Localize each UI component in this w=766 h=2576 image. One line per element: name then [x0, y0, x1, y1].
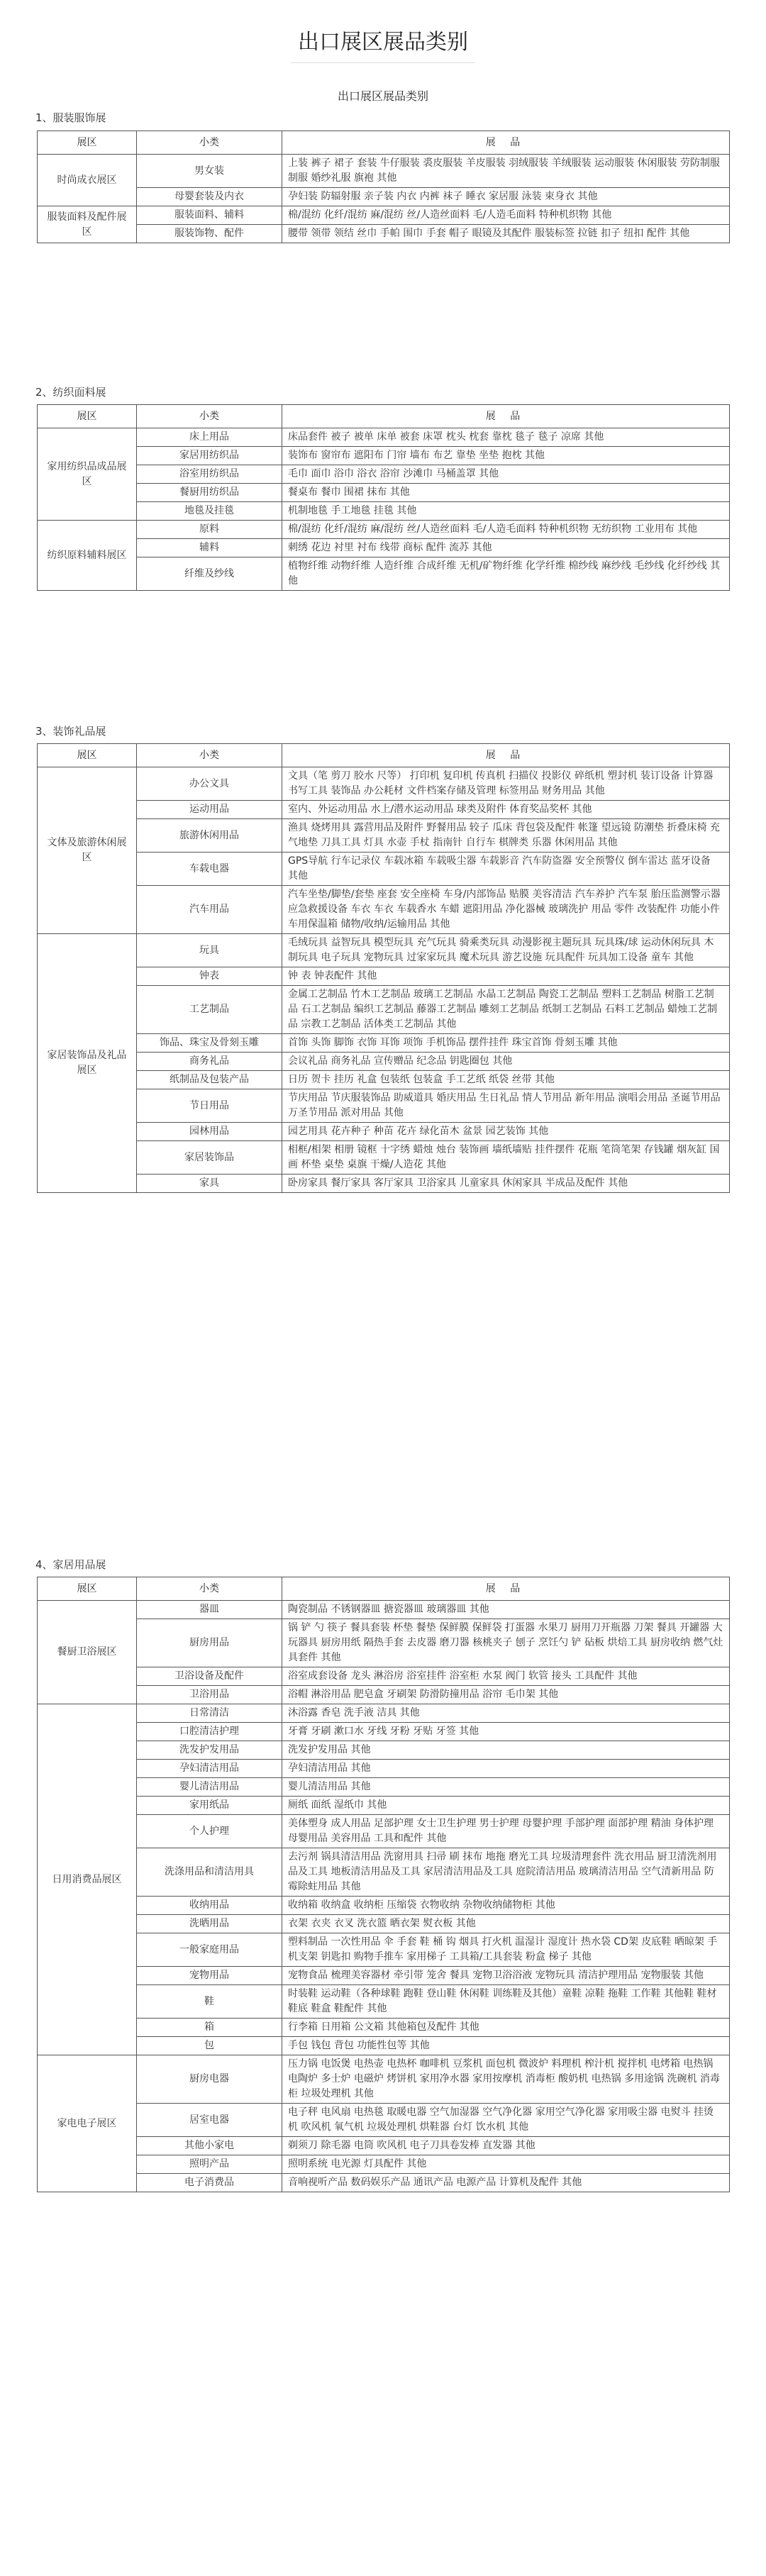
table-row	[38, 465, 730, 484]
category-cell: 包	[137, 2037, 282, 2055]
products-cell: 日历 贺卡 挂历 礼盒 包装纸 包装盒 手工艺纸 纸袋 丝带 其他	[282, 1071, 730, 1089]
category-cell: 钟表	[137, 967, 282, 986]
category-cell: 洗晒用品	[137, 1915, 282, 1933]
products-cell: 机制地毯 手工地毯 挂毯 其他	[282, 502, 730, 521]
table-row	[38, 206, 730, 225]
category-cell: 卫浴设备及配件	[137, 1667, 282, 1686]
table-row	[38, 2137, 730, 2155]
table-row	[38, 1778, 730, 1797]
section-heading: 4、家居用品展	[35, 1558, 106, 1571]
products-cell: 行李箱 日用箱 公文箱 其他箱包及配件 其他	[282, 2019, 730, 2037]
category-cell: 卫浴用品	[137, 1686, 282, 1704]
category-cell: 电子消费品	[137, 2174, 282, 2192]
products-cell: 收纳箱 收纳盒 收纳柜 压缩袋 衣物收纳 杂物收纳储物柜 其他	[282, 1897, 730, 1915]
category-cell: 箱	[137, 2019, 282, 2037]
category-cell: 旅游休闲用品	[137, 819, 282, 853]
category-cell: 家用纸品	[137, 1797, 282, 1815]
zone-cell: 纺织原料辅料展区	[38, 521, 137, 591]
products-header: 展 品	[282, 1577, 730, 1601]
table-row	[38, 853, 730, 886]
category-cell: 纤维及纱线	[137, 557, 282, 591]
section-heading: 1、服装服饰展	[35, 111, 106, 124]
products-cell: 室内、外运动用品 水上/潜水运动用品 球类及附件 体育奖品奖杯 其他	[282, 801, 730, 819]
table-row	[38, 1175, 730, 1193]
table-row	[38, 1815, 730, 1848]
products-cell: 照明系统 电光源 灯具配件 其他	[282, 2155, 730, 2174]
products-cell: 园艺用具 花卉种子 种苗 花卉 绿化苗木 盆景 园艺装饰 其他	[282, 1123, 730, 1141]
category-cell: 厨房用品	[137, 1619, 282, 1667]
products-cell: 床品套件 被子 被单 床单 被套 床罩 枕头 枕套 靠枕 毯子 毯子 凉席 其他	[282, 428, 730, 447]
products-cell: 衣架 衣夹 衣叉 洗衣篮 晒衣架 熨衣板 其他	[282, 1915, 730, 1933]
products-cell: 宠物食品 梳理美容器材 牵引带 笼舍 餐具 宠物卫浴浴液 宠物玩具 清洁护理用品 宠物服装 其他	[282, 1967, 730, 1985]
products-cell: 手包 钱包 背包 功能性包等 其他	[282, 2037, 730, 2055]
table-row	[38, 1601, 730, 1619]
category-table	[37, 404, 730, 591]
category-cell: 运动用品	[137, 801, 282, 819]
products-cell: 浴室成套设备 龙头 淋浴房 浴室挂件 浴室柜 水泵 阀门 软管 接头 工具配件 其他	[282, 1667, 730, 1686]
category-header: 小类	[137, 131, 282, 155]
table-row	[38, 1667, 730, 1686]
zone-header: 展区	[38, 744, 137, 767]
category-header: 小类	[137, 405, 282, 428]
table-row	[38, 1089, 730, 1123]
products-cell: 上装 裤子 裙子 套装 牛仔服装 裘皮服装 羊皮服装 羽绒服装 羊绒服装 运动服装 休闲服装 劳防制服 制服 婚纱礼服 旗袍 其他	[282, 155, 730, 188]
category-cell: 饰品、珠宝及骨刻玉雕	[137, 1034, 282, 1053]
page-subtitle: 出口展区展品类别	[337, 89, 428, 103]
table-row	[38, 1123, 730, 1141]
zone-cell: 家用纺织品成品展区	[38, 428, 137, 521]
products-cell: 音响视听产品 数码娱乐产品 通讯产品 电源产品 计算机及配件 其他	[282, 2174, 730, 2192]
table-row	[38, 1897, 730, 1915]
category-cell: 洗涤用品和清洁用具	[137, 1848, 282, 1897]
section-heading: 3、装饰礼品展	[35, 725, 106, 738]
category-cell: 婴儿清洁用品	[137, 1778, 282, 1797]
table-row	[38, 934, 730, 967]
table-row	[38, 1619, 730, 1667]
category-cell: 居室电器	[137, 2104, 282, 2137]
table-row	[38, 1034, 730, 1053]
category-cell: 浴室用纺织品	[137, 465, 282, 484]
category-cell: 洗发护发用品	[137, 1741, 282, 1760]
table-row	[38, 1915, 730, 1933]
products-cell: 婴儿清洁用品 其他	[282, 1778, 730, 1797]
table-row	[38, 557, 730, 591]
table-row	[38, 225, 730, 243]
table-row	[38, 819, 730, 853]
zone-header: 展区	[38, 131, 137, 155]
products-cell: 压力锅 电饭煲 电热壶 电热杯 咖啡机 豆浆机 面包机 微波炉 料理机 榨汁机 搅拌机 电烤箱 电热锅 电陶炉 多士炉 电磁炉 烤饼机 家用净水器 家用按摩机 消毒柜 酸奶机 电热锅 多用途锅 洗碗机 消毒柜 垃圾处理机 其他	[282, 2055, 730, 2104]
products-cell: 钟 表 钟表配件 其他	[282, 967, 730, 986]
table-header-row	[38, 405, 730, 428]
table-row	[38, 2104, 730, 2137]
table-header-row	[38, 744, 730, 767]
products-cell: 孕妇装 防辐射服 亲子装 内衣 内裤 袜子 睡衣 家居服 泳装 束身衣 其他	[282, 188, 730, 206]
zone-header: 展区	[38, 405, 137, 428]
products-cell: 洗发护发用品 其他	[282, 1741, 730, 1760]
products-cell: 餐桌布 餐巾 围裙 抹布 其他	[282, 484, 730, 502]
table-row	[38, 539, 730, 557]
table-row	[38, 1985, 730, 2019]
table-row	[38, 1071, 730, 1089]
table-row	[38, 1741, 730, 1760]
table-row	[38, 801, 730, 819]
table-row	[38, 155, 730, 188]
category-header: 小类	[137, 1577, 282, 1601]
zone-cell: 餐厨卫浴展区	[38, 1601, 137, 1704]
zone-cell: 文体及旅游休闲展区	[38, 767, 137, 934]
category-cell: 玩具	[137, 934, 282, 967]
category-cell: 其他小家电	[137, 2137, 282, 2155]
table-row	[38, 1686, 730, 1704]
table-row	[38, 1967, 730, 1985]
products-cell: 美体塑身 成人用品 足部护理 女士卫生护理 男士护理 母婴护理 手部护理 面部护理 精油 身体护理 母婴用品 美容用品 工具和配件 其他	[282, 1815, 730, 1848]
category-cell: 辅料	[137, 539, 282, 557]
products-cell: 毛绒玩具 益智玩具 模型玩具 充气玩具 骑乘类玩具 动漫影视主题玩具 玩具珠/球 运动休闲玩具 木制玩具 电子玩具 宠物玩具 过家家玩具 魔术玩具 游艺设施 玩具配件 玩具加工设备 童车 其他	[282, 934, 730, 967]
products-header: 展 品	[282, 405, 730, 428]
products-cell: 刺绣 花边 衬里 衬布 线带 商标 配件 流苏 其他	[282, 539, 730, 557]
table-row	[38, 986, 730, 1034]
table-row	[38, 521, 730, 539]
table-row	[38, 1723, 730, 1741]
products-cell: 渔具 烧烤用具 露营用品及附件 野餐用品 较子 瓜床 背包袋及配件 帐篷 望远镜 防潮垫 折叠床椅 充气地垫 刀具工具 灯具 水壶 手杖 指南针 自行车 棋牌类 乐器 休闲用品 其他	[282, 819, 730, 853]
category-cell: 床上用品	[137, 428, 282, 447]
table-row	[38, 447, 730, 465]
zone-cell: 服装面料及配件展区	[38, 206, 137, 243]
category-cell: 鞋	[137, 1985, 282, 2019]
category-cell: 原料	[137, 521, 282, 539]
table-header-row	[38, 131, 730, 155]
category-cell: 日常清洁	[137, 1704, 282, 1723]
category-cell: 孕妇清洁用品	[137, 1760, 282, 1778]
category-cell: 纸制品及包装产品	[137, 1071, 282, 1089]
products-cell: 装饰布 窗帘布 遮阳布 门帘 墙布 布艺 靠垫 坐垫 抱枕 其他	[282, 447, 730, 465]
products-cell: 孕妇清洁用品 其他	[282, 1760, 730, 1778]
products-cell: 文具（笔 剪刀 胶水 尺等） 打印机 复印机 传真机 扫描仪 投影仪 碎纸机 塑封机 装订设备 计算器 书写工具 装饰品 办公耗材 文件档案存储及管理 标签用品 财务用品 其他	[282, 767, 730, 801]
table-row	[38, 2037, 730, 2055]
category-cell: 男女装	[137, 155, 282, 188]
category-cell: 一般家庭用品	[137, 1933, 282, 1967]
category-cell: 服装饰物、配件	[137, 225, 282, 243]
category-cell: 车载电器	[137, 853, 282, 886]
products-cell: 植物纤维 动物纤维 人造纤维 合成纤维 无机/矿物纤维 化学纤维 棉纱线 麻纱线 毛纱线 化纤纱线 其他	[282, 557, 730, 591]
category-header: 小类	[137, 744, 282, 767]
table-row	[38, 967, 730, 986]
table-row	[38, 2019, 730, 2037]
zone-cell: 家电电子展区	[38, 2055, 137, 2192]
category-cell: 家居装饰品	[137, 1141, 282, 1175]
table-row	[38, 2155, 730, 2174]
page-title: 出口展区展品类别	[298, 30, 468, 55]
products-cell: 浴帽 淋浴用品 肥皂盒 牙刷架 防滑防撞用品 浴帘 毛巾架 其他	[282, 1686, 730, 1704]
products-cell: 卧房家具 餐厅家具 客厅家具 卫浴家具 儿童家具 休闲家具 半成品及配件 其他	[282, 1175, 730, 1193]
table-row	[38, 1848, 730, 1897]
products-cell: 金属工艺制品 竹木工艺制品 玻璃工艺制品 水晶工艺制品 陶瓷工艺制品 塑料工艺制品 树脂工艺制品 石工艺制品 编织工艺制品 藤器工艺制品 雕刻工艺制品 纸制工艺制品 石料工艺制品 蜡烛工艺制品 宗教工艺制品 活体类工艺制品 其他	[282, 986, 730, 1034]
category-table	[37, 743, 730, 1193]
category-cell: 地毯及挂毯	[137, 502, 282, 521]
products-cell: 陶瓷制品 不锈钢器皿 搪瓷器皿 玻璃器皿 其他	[282, 1601, 730, 1619]
category-cell: 节日用品	[137, 1089, 282, 1123]
products-cell: 节庆用品 节庆服装饰品 助威道具 婚庆用品 生日礼品 情人节用品 新年用品 演唱会用品 圣诞节用品 万圣节用品 派对用品 其他	[282, 1089, 730, 1123]
products-cell: 锅 铲 勺 筷子 餐具套装 杯垫 餐垫 保鲜膜 保鲜袋 打蛋器 水果刀 厨用刀开瓶器 刀架 餐具 开罐器 大玩器具 厨房用纸 隔热手套 去皮器 磨刀器 核桃夹子 刨子 烹饪勺 铲 砧板 烘焙工具 厨房收纳 燃气灶具套件 其他	[282, 1619, 730, 1667]
products-cell: 牙膏 牙刷 漱口水 牙线 牙粉 牙贴 牙签 其他	[282, 1723, 730, 1741]
category-cell: 园林用品	[137, 1123, 282, 1141]
zone-cell: 时尚成衣展区	[38, 155, 137, 206]
category-cell: 办公文具	[137, 767, 282, 801]
table-row	[38, 188, 730, 206]
products-cell: 时装鞋 运动鞋（各种球鞋 跑鞋 登山鞋 休闲鞋 训练鞋及其他）童鞋 凉鞋 拖鞋 工作鞋 其他鞋 鞋材 鞋底 鞋盒 鞋配件 其他	[282, 1985, 730, 2019]
table-header-row	[38, 1577, 730, 1601]
table-row	[38, 1141, 730, 1175]
category-cell: 厨房电器	[137, 2055, 282, 2104]
table-row	[38, 1704, 730, 1723]
products-cell: 沐浴露 香皂 洗手液 洁具 其他	[282, 1704, 730, 1723]
zone-header: 展区	[38, 1577, 137, 1601]
products-cell: 首饰 头饰 脚饰 衣饰 耳饰 项饰 手机饰品 摆件挂件 珠宝首饰 骨刻玉雕 其他	[282, 1034, 730, 1053]
table-row	[38, 767, 730, 801]
category-cell: 汽车用品	[137, 886, 282, 934]
category-table	[37, 131, 730, 243]
category-cell: 器皿	[137, 1601, 282, 1619]
category-cell: 口腔清洁护理	[137, 1723, 282, 1741]
category-cell: 家具	[137, 1175, 282, 1193]
category-cell: 餐厨用纺织品	[137, 484, 282, 502]
category-cell: 商务礼品	[137, 1053, 282, 1071]
category-cell: 宠物用品	[137, 1967, 282, 1985]
table-row	[38, 1933, 730, 1967]
products-cell: 会议礼品 商务礼品 宣传赠品 纪念品 钥匙圈包 其他	[282, 1053, 730, 1071]
section-heading: 2、纺织面料展	[35, 386, 106, 399]
category-cell: 家居用纺织品	[137, 447, 282, 465]
products-cell: 汽车坐垫/脚垫/套垫 座套 安全座椅 车身/内部饰品 贴膜 美容清洁 汽车养护 汽车泵 胎压监测警示器 应急救援设备 车衣 车衣 车载香水 车蜡 遮阳用品 净化器械 玻璃洗护 用品 零件 改装配件 功能小件 车用保温箱 储物/收纳/运输用品 其他	[282, 886, 730, 934]
table-row	[38, 1797, 730, 1815]
zone-cell: 家居装饰品及礼品展区	[38, 934, 137, 1193]
category-cell: 收纳用品	[137, 1897, 282, 1915]
products-cell: 电子秤 电风扇 电热毯 取暖电器 空气加湿器 空气净化器 家用空气净化器 家用吸尘器 电熨斗 挂烫机 吹风机 氧气机 垃圾处理机 烘鞋器 台灯 饮水机 其他	[282, 2104, 730, 2137]
category-cell: 工艺制品	[137, 986, 282, 1034]
products-cell: 毛巾 面巾 浴巾 浴衣 浴帘 沙滩巾 马桶盖罩 其他	[282, 465, 730, 484]
products-cell: 腰带 领带 领结 丝巾 手帕 围巾 手套 帽子 眼镜及其配件 服装标签 拉链 扣子 纽扣 配件 其他	[282, 225, 730, 243]
table-row	[38, 1053, 730, 1071]
products-cell: 相框/相架 相册 镜框 十字绣 蜡烛 烛台 装饰画 墙纸墙贴 挂件摆件 花瓶 笔筒笔架 存钱罐 烟灰缸 国画 杯垫 桌垫 桌旗 干燥/人造花 其他	[282, 1141, 730, 1175]
table-row	[38, 428, 730, 447]
products-cell: 厕纸 面纸 湿纸巾 其他	[282, 1797, 730, 1815]
category-cell: 照明产品	[137, 2155, 282, 2174]
products-header: 展 品	[282, 131, 730, 155]
products-cell: 塑料制品 一次性用品 伞 手套 鞋 桶 钩 烟具 打火机 温湿计 湿度计 热水袋 CD架 皮底鞋 晒晾架 手机支架 钥匙扣 购物手推车 家用梯子 工具箱/工具套装 粉盒 梯子 其他	[282, 1933, 730, 1967]
table-row	[38, 1760, 730, 1778]
table-row	[38, 886, 730, 934]
table-row	[38, 484, 730, 502]
table-row	[38, 502, 730, 521]
category-cell: 个人护理	[137, 1815, 282, 1848]
products-cell: 棉/混纺 化纤/混纺 麻/混纺 丝/人造丝面料 毛/人造毛面料 特种机织物 其他	[282, 206, 730, 225]
products-cell: 剃须刀 除毛器 电筒 吹风机 电子刀具卷发棒 直发器 其他	[282, 2137, 730, 2155]
zone-cell: 日用消费品展区	[38, 1704, 137, 2055]
products-cell: GPS导航 行车记录仪 车载冰箱 车载吸尘器 车载影音 汽车防盗器 安全预警仪 倒车雷达 蓝牙设备 其他	[282, 853, 730, 886]
category-cell: 服装面料、辅料	[137, 206, 282, 225]
products-header: 展 品	[282, 744, 730, 767]
table-row	[38, 2174, 730, 2192]
products-cell: 棉/混纺 化纤/混纺 麻/混纺 丝/人造丝面料 毛/人造毛面料 特种机织物 无纺织物 工业用布 其他	[282, 521, 730, 539]
category-cell: 母婴套装及内衣	[137, 188, 282, 206]
table-row	[38, 2055, 730, 2104]
products-cell: 去污剂 锅具清洁用品 洗窗用具 扫帚 刷 抹布 地拖 磨光工具 垃圾清理套件 洗衣用品 厨卫清洗剂用品及工具 地板清洁用品及工具 家居清洁用品及工具 庭院清洁用品 玻璃清洁用品 空气清新用品 防霉除蛀用品 其他	[282, 1848, 730, 1897]
title-divider	[291, 62, 475, 63]
category-table	[37, 1577, 730, 2192]
